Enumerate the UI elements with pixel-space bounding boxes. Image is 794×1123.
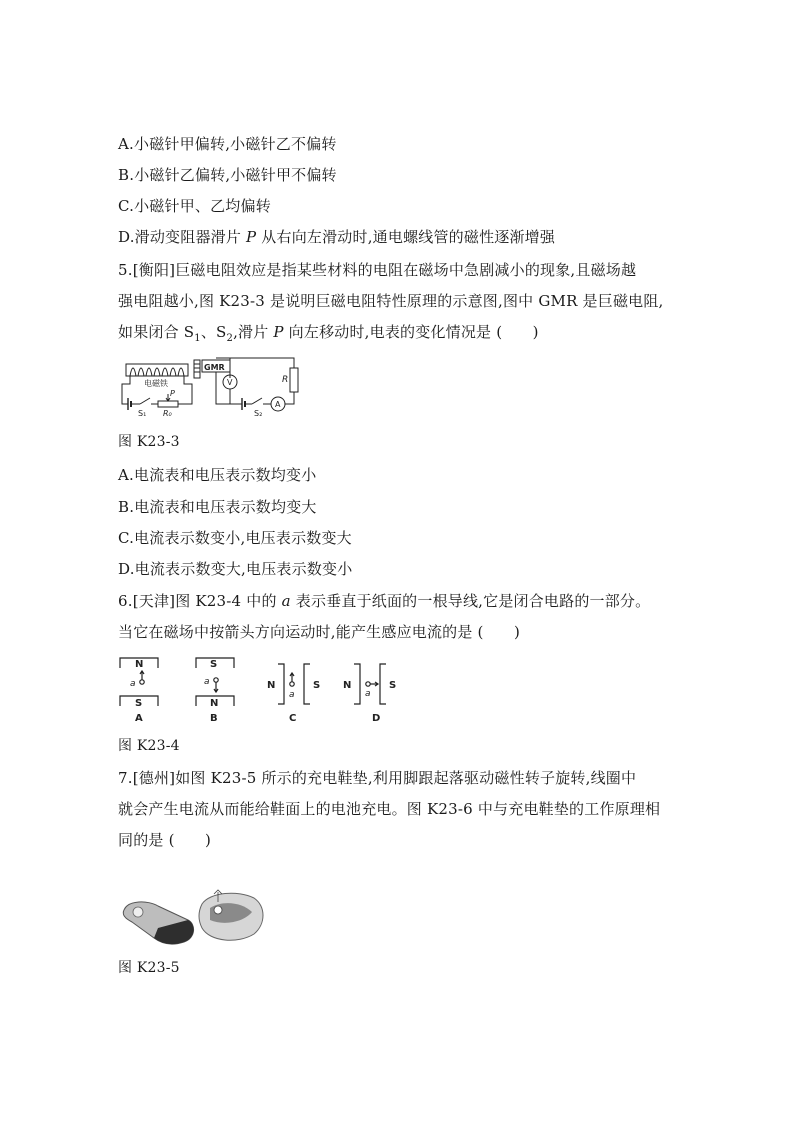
resistor-r — [290, 368, 298, 392]
panel-a-wire-label: a — [130, 679, 136, 689]
label-slider-p: P — [170, 389, 175, 398]
q5-option-d: D.电流表示数变大,电压表示数变小 — [118, 560, 353, 578]
panel-b-label: B — [210, 713, 218, 724]
q7-stem-line-1: 7.[德州]如图 K23-5 所示的充电鞋垫,利用脚跟起落驱动磁性转子旋转,线圈中 — [118, 769, 637, 787]
panel-c-wire-label: a — [289, 690, 295, 700]
panel-c-wire — [290, 682, 294, 686]
figure-caption-k23-3: 图 K23-3 — [118, 434, 180, 450]
label-ammeter: A — [275, 400, 281, 409]
label-resistor: R — [282, 375, 289, 385]
panel-d-label: D — [372, 713, 381, 724]
q5-option-b: B.电流表和电压表示数均变大 — [118, 498, 317, 516]
figure-caption-k23-4: 图 K23-4 — [118, 738, 180, 754]
q4-option-a: A.小磁针甲偏转,小磁针乙不偏转 — [118, 135, 337, 153]
label-s1: S₁ — [138, 409, 147, 418]
panel-d-left-label: N — [343, 680, 352, 691]
panel-b-top-label: S — [210, 659, 218, 670]
label-gmr: GMR — [204, 363, 225, 372]
q4-option-b: B.小磁针乙偏转,小磁针甲不偏转 — [118, 166, 337, 184]
q5-option-a: A.电流表和电压表示数均变小 — [118, 466, 317, 484]
panel-d-right-label: S — [389, 680, 397, 691]
q5-stem-line-3: 如果闭合 $S_1$、$S_2$,滑片 P 向左移动时,电表的变化情况是 ( ) — [118, 323, 539, 344]
panel-b-wire — [214, 678, 218, 682]
q5-stem-line-1: 5.[衡阳]巨磁电阻效应是指某些材料的电阻在磁场中急剧减小的现象,且磁场越 — [118, 261, 637, 279]
q7-stem-line-3: 同的是 ( ) — [118, 831, 212, 849]
q4-option-c: C.小磁针甲、乙均偏转 — [118, 197, 271, 215]
label-voltmeter: V — [227, 378, 233, 387]
rotor-icon — [133, 907, 143, 917]
panel-a-label: A — [135, 713, 143, 724]
panel-b-bottom-label: N — [210, 698, 219, 709]
coil-icon — [130, 368, 184, 376]
q6-stem-line-1: 6.[天津]图 K23-4 中的 a 表示垂直于纸面的一根导线,它是闭合电路的一部分。 — [118, 592, 651, 610]
panel-b-wire-label: a — [204, 677, 210, 687]
gmr-circuit-diagram — [118, 354, 308, 420]
q6-stem-line-2: 当它在磁场中按箭头方向运动时,能产生感应电流的是 ( ) — [118, 623, 521, 641]
q7-stem-line-2: 就会产生电流从而能给鞋面上的电池充电。图 K23-6 中与充电鞋垫的工作原理相 — [118, 800, 661, 818]
q5-option-c: C.电流表示数变小,电压表示数变大 — [118, 529, 352, 547]
panel-c-right-magnet — [304, 664, 310, 704]
panel-a-top-label: N — [135, 659, 144, 670]
q5-stem-line-2: 强电阻越小,图 K23-3 是说明巨磁电阻特性原理的示意图,图中 GMR 是巨磁电阻, — [118, 292, 664, 310]
label-electromagnet: 电磁铁 — [144, 379, 168, 388]
panel-a-bottom-label: S — [135, 698, 143, 709]
panel-c-left-magnet — [278, 664, 284, 704]
q4-option-d: D.滑动变阻器滑片 P 从右向左滑动时,通电螺线管的磁性逐渐增强 — [118, 228, 556, 246]
panel-d-right-magnet — [380, 664, 386, 704]
panel-d-left-magnet — [354, 664, 360, 704]
panel-c-right-label: S — [313, 680, 321, 691]
figure-caption-k23-5: 图 K23-5 — [118, 960, 180, 976]
panel-c-left-label: N — [267, 680, 276, 691]
panel-c-label: C — [289, 713, 297, 724]
panel-d-wire-label: a — [365, 689, 371, 699]
panel-d-wire — [366, 682, 370, 686]
sandal-generator-icon — [214, 906, 222, 914]
charging-insole-image — [118, 888, 268, 948]
label-s2: S₂ — [254, 409, 263, 418]
label-r0: R₀ — [163, 409, 172, 418]
panel-a-wire — [140, 680, 144, 684]
induction-panels-diagram — [118, 654, 408, 726]
